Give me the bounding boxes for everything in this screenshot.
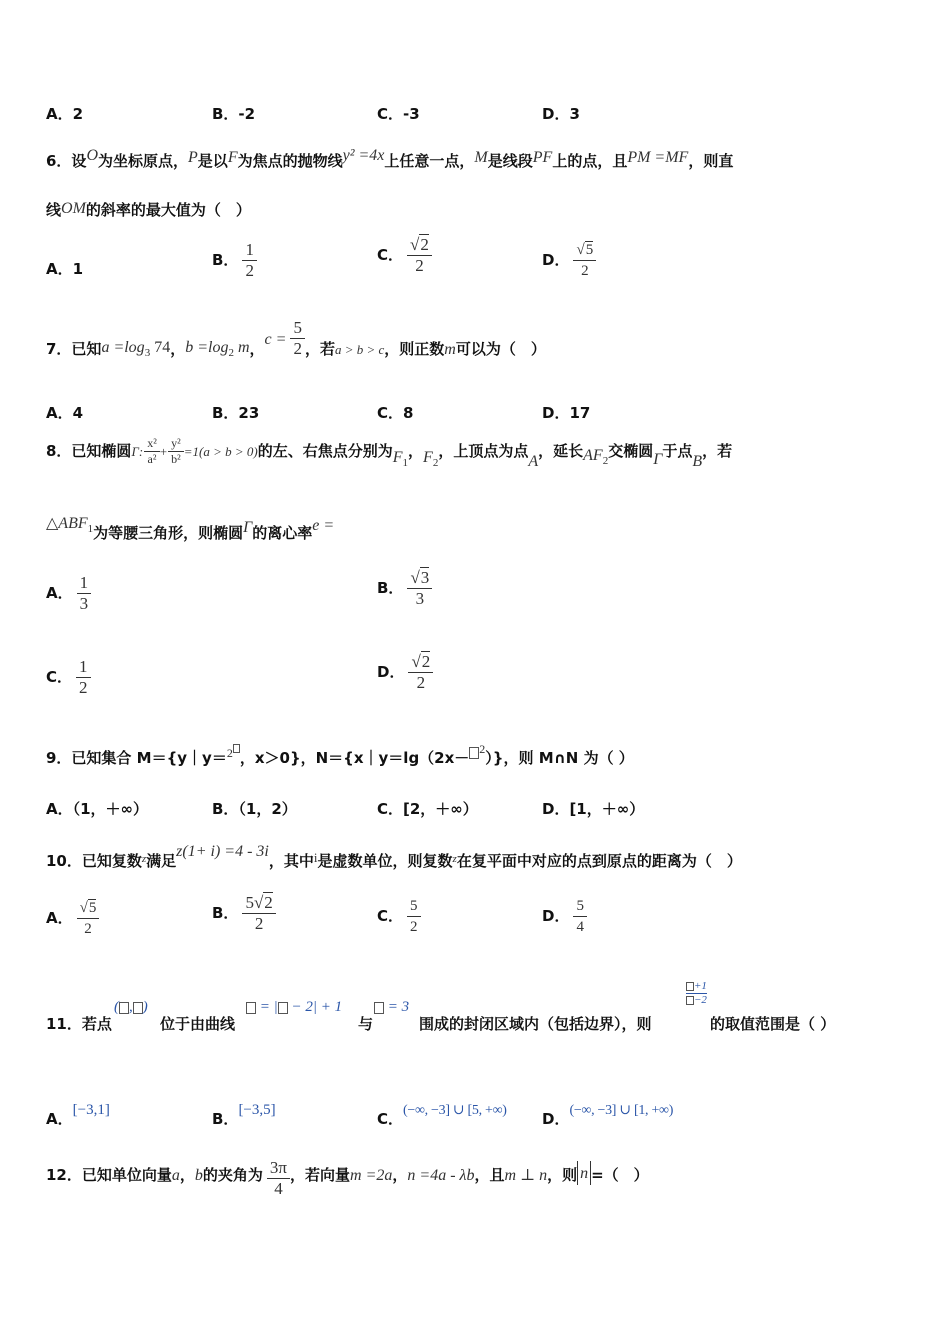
q11-option-d: D．(−∞, −3] ∪ [1, +∞) <box>542 1103 674 1128</box>
q8-option-c: C． $\frac{1}{2}$ <box>46 657 91 698</box>
q7-option-a: A．4 <box>46 404 84 422</box>
q8-stem-line2: △ABF1为等腰三角形，则椭圆Γ的离心率e = <box>46 515 335 542</box>
q6-option-a: A．1 <box>46 260 84 278</box>
q8-option-b: B． $\frac{√3}{3}$ <box>377 568 432 609</box>
q6-stem-line2: 线OM的斜率的最大值为（ ） <box>46 200 251 219</box>
missing-glyph-icon <box>686 996 694 1005</box>
missing-glyph-icon <box>119 1002 129 1014</box>
q7-stem: 7．已知$a =\log_3$ 74，$b =\log_2$ m，c = $\frac{5}{2}$ ，若a > b > c，则正数m可以为（ ） <box>46 318 546 359</box>
q5-option-a: A．2 <box>46 105 84 123</box>
q6-option-b: B． $\frac{1}{2}$ <box>212 240 257 281</box>
q12-stem: 12．已知单位向量a，b的夹角为 $\frac{3\pi}{4}$ ，若向量m =2a，n =4a - λb，且m ⊥ n，则 n =（ ） <box>46 1158 649 1198</box>
missing-glyph-icon <box>133 1002 143 1014</box>
q11-option-a: A．[−3,1] <box>46 1102 110 1128</box>
q8-option-a: A． $\frac{1}{3}$ <box>46 573 91 614</box>
missing-glyph-icon <box>469 747 479 759</box>
q9-option-a: A．（1，＋∞） <box>46 800 149 818</box>
q11-option-c: C．(−∞, −3] ∪ [5, +∞) <box>377 1103 507 1128</box>
q9-option-d: D．[1，＋∞） <box>542 800 645 818</box>
q5-option-d: D．3 <box>542 105 580 123</box>
q10-option-c: C． $\frac{5}{2}$ <box>377 896 421 937</box>
q9-stem: 9．已知集合 M＝{y｜y＝$^2$ ，x＞0}，N＝{x｜y＝lg（2x－ $^2$）}，则 M∩N 为（ ） <box>46 742 634 767</box>
q7-option-b: B．23 <box>212 404 260 422</box>
q9-option-c: C．[2，＋∞） <box>377 800 478 818</box>
missing-glyph-icon <box>374 1002 384 1014</box>
q5-option-b: B．-2 <box>212 105 256 123</box>
q8-stem-line1: 8．已知椭圆Γ: $\frac{\text{x²}}{\text{a²}}$ + $\frac{\text{y²}}{\text{b²}}$ =1(a > b > 0)的左、右焦点分别为$F_1$，$F_2$，上顶点为点A，延长$AF_2$交椭圆Γ于点B，若 <box>46 436 733 470</box>
q10-option-d: D． $\frac{5}{4}$ <box>542 896 587 937</box>
q7-option-c: C．8 <box>377 404 414 422</box>
q6-stem-line1: 6．设O为坐标原点，P是以F为焦点的抛物线y² =4x上任意一点，M是线段PF上的点，且PM =MF，则直 <box>46 147 734 170</box>
q11-option-b: B．[−3,5] <box>212 1102 276 1128</box>
q7-option-d: D．17 <box>542 404 591 422</box>
q9-option-b: B．（1，2） <box>212 800 297 818</box>
q10-stem: 10．已知复数$^z$满足z(1+ i) =4 - 3i，其中i是虚数单位，则复数$^z$在复平面中对应的点到原点的距离为（ ） <box>46 843 742 870</box>
q6-option-d: D． $\frac{√5}{2}$ <box>542 240 596 281</box>
q10-option-b: B． $\frac{5√2}{2}$ <box>212 893 276 934</box>
missing-glyph-icon <box>233 744 240 753</box>
q10-option-a: A． $\frac{√5}{2}$ <box>46 898 99 939</box>
missing-glyph-icon <box>278 1002 288 1014</box>
q6-option-c: C． $\frac{√2}{2}$ <box>377 235 432 276</box>
q8-option-d: D． $\frac{√2}{2}$ <box>377 652 433 693</box>
missing-glyph-icon <box>246 1002 256 1014</box>
q5-option-c: C．-3 <box>377 105 420 123</box>
missing-glyph-icon <box>686 982 694 991</box>
